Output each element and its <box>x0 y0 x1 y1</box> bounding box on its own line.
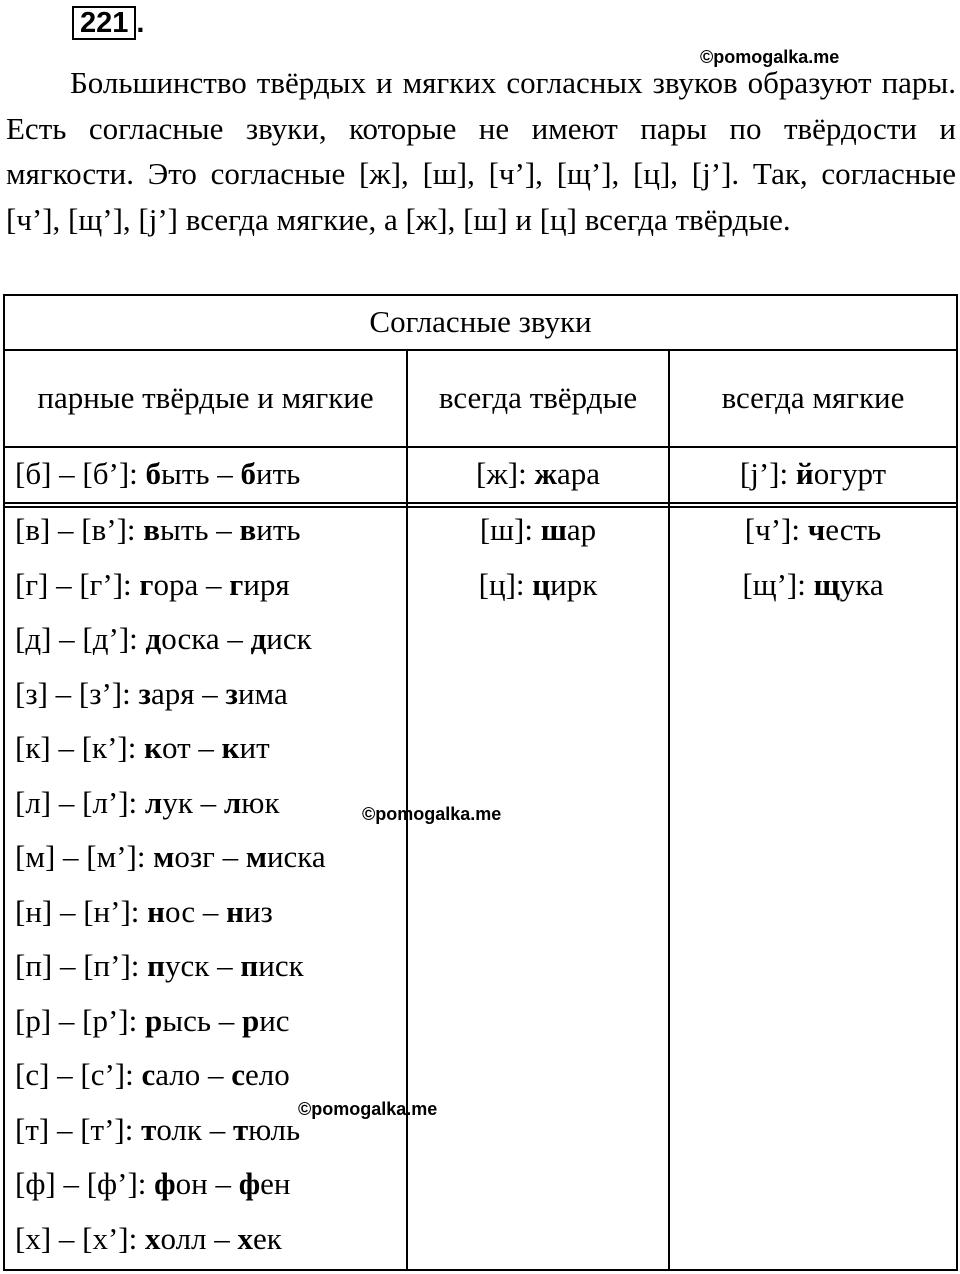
bold-letter: б <box>145 456 162 491</box>
word-rest: оска <box>161 621 220 656</box>
intro-paragraph <box>6 60 956 242</box>
bold-letter: з <box>138 676 151 711</box>
paired-row <box>15 1003 290 1039</box>
bold-letter: н <box>147 894 166 929</box>
bold-letter: л <box>223 785 242 820</box>
sound-pair: [с] – [с’]: <box>15 1057 142 1092</box>
word-rest: иря <box>243 567 290 602</box>
sound-pair: [п] – [п’]: <box>15 948 148 983</box>
dash: – <box>214 839 246 874</box>
table-border <box>3 1269 958 1271</box>
word-rest: ысь <box>162 1003 211 1038</box>
bold-letter: п <box>147 948 166 983</box>
dash: – <box>210 1003 242 1038</box>
bold-letter: х <box>144 1221 161 1256</box>
word-rest: ить <box>256 456 301 491</box>
paired-row <box>15 676 288 712</box>
dash: – <box>200 1057 232 1092</box>
bold-letter: р <box>144 1003 163 1038</box>
table-border <box>3 446 958 448</box>
header-paired: парные твёрдые и мягкие <box>37 380 374 415</box>
bold-letter: з <box>225 676 238 711</box>
word-rest: ыть <box>161 456 210 491</box>
bold-letter: к <box>221 730 240 765</box>
bold-letter: д <box>250 621 267 656</box>
sound-pair: [б] – [б’]: <box>15 456 146 491</box>
bold-letter: т <box>232 1112 249 1147</box>
sound: [ж]: <box>476 456 535 491</box>
sound-pair: [в] – [в’]: <box>15 512 144 547</box>
paired-row <box>15 785 280 821</box>
bold-letter: с <box>231 1057 246 1092</box>
always-soft-row <box>670 456 956 492</box>
intro-text: Большинство твёрдых и мягких согласных звуков образуют пары. Есть согласные звуки, которые не имеют пары по твёрдости и мягкости. Это согласные [ж], [ш], [ч’], [щ’], [ц], [j’]. Так, согласные [ч’], [щ’], [j’] всегда мягкие, а [ж], [ш] и [ц] всегда твёрдые. <box>6 65 956 237</box>
bold-letter: ф <box>154 1166 176 1201</box>
word-rest: юль <box>248 1112 301 1147</box>
word-rest: от <box>161 730 191 765</box>
sound-pair: [р] – [р’]: <box>15 1003 145 1038</box>
word-rest: олк <box>156 1112 202 1147</box>
table-border <box>3 506 958 508</box>
paired-row <box>15 894 273 930</box>
paired-row <box>15 512 301 548</box>
sound-pair: [з] – [з’]: <box>15 676 139 711</box>
bold-letter: ц <box>532 567 551 602</box>
consonants-table <box>3 294 958 1271</box>
watermark: ©pomogalka.me <box>298 1099 438 1119</box>
dash: – <box>206 1221 238 1256</box>
dash: – <box>198 567 230 602</box>
exercise-number: 221 . <box>72 6 144 40</box>
sound-pair: [н] – [н’]: <box>15 894 148 929</box>
word-rest: иск <box>266 621 312 656</box>
sound: [щ’]: <box>742 567 814 602</box>
bold-letter: д <box>145 621 162 656</box>
word-rest: ис <box>259 1003 290 1038</box>
bold-letter: п <box>240 948 259 983</box>
sound: [j’]: <box>739 456 796 491</box>
paired-row <box>15 1057 290 1093</box>
paired-row <box>15 1166 291 1202</box>
sound: [ш]: <box>479 512 541 547</box>
dash: – <box>219 621 251 656</box>
word-rest: ора <box>153 567 199 602</box>
paired-row <box>15 567 290 603</box>
bold-letter: б <box>240 456 257 491</box>
paired-row <box>15 839 326 875</box>
header-always-soft: всегда мягкие <box>721 380 905 415</box>
word-rest: има <box>237 676 288 711</box>
paired-row <box>15 730 270 766</box>
word-rest: ало <box>155 1057 201 1092</box>
watermark: ©pomogalka.me <box>700 47 840 67</box>
bold-letter: с <box>141 1057 156 1092</box>
table-title: Согласные звуки <box>369 304 592 339</box>
word-rest: ит <box>239 730 270 765</box>
word-rest: ара <box>556 456 600 491</box>
bold-letter: м <box>245 839 267 874</box>
sound-pair: [г] – [г’]: <box>15 567 140 602</box>
word-rest: ука <box>839 567 884 602</box>
sound-pair: [м] – [м’]: <box>15 839 154 874</box>
always-soft-row <box>670 512 956 548</box>
word-rest: ить <box>256 512 301 547</box>
bold-letter: в <box>143 512 161 547</box>
bold-letter: й <box>795 456 814 491</box>
sound: [ч’]: <box>744 512 808 547</box>
always-hard-row <box>408 456 668 492</box>
bold-letter: к <box>144 730 162 765</box>
header-always-hard: всегда твёрдые <box>438 380 638 415</box>
table-border <box>3 502 958 504</box>
bold-letter: в <box>239 512 257 547</box>
word-rest: ар <box>566 512 597 547</box>
dash: – <box>209 456 241 491</box>
bold-letter: г <box>139 567 154 602</box>
paired-row <box>15 1112 300 1148</box>
dash: – <box>195 894 227 929</box>
always-hard-row <box>408 512 668 548</box>
word-rest: ек <box>253 1221 282 1256</box>
sound-pair: [х] – [х’]: <box>15 1221 145 1256</box>
sound-pair: [л] – [л’]: <box>15 785 145 820</box>
word-rest: иск <box>258 948 304 983</box>
dash: – <box>190 730 222 765</box>
bold-letter: ч <box>807 512 826 547</box>
word-rest: ело <box>245 1057 290 1092</box>
bold-letter: т <box>141 1112 157 1147</box>
bold-letter: ж <box>534 456 557 491</box>
paired-row <box>15 1221 282 1257</box>
sound-pair: [д] – [д’]: <box>15 621 146 656</box>
table-border <box>956 294 958 1271</box>
word-rest: уск <box>165 948 210 983</box>
bold-letter: щ <box>813 567 840 602</box>
bold-letter: н <box>226 894 244 929</box>
bold-letter: л <box>144 785 163 820</box>
word-rest: аря <box>150 676 195 711</box>
bold-letter: х <box>237 1221 254 1256</box>
word-rest: он <box>175 1166 208 1201</box>
dash: – <box>207 1166 239 1201</box>
bold-letter: р <box>241 1003 260 1038</box>
word-rest: ук <box>162 785 193 820</box>
always-soft-row <box>670 567 956 603</box>
dash: – <box>194 676 226 711</box>
word-rest: из <box>243 894 273 929</box>
word-rest: озг <box>174 839 215 874</box>
word-rest: олл <box>160 1221 207 1256</box>
always-hard-row <box>408 567 668 603</box>
bold-letter: ф <box>238 1166 261 1201</box>
bold-letter: г <box>229 567 244 602</box>
bold-letter: ш <box>540 512 567 547</box>
dash: – <box>209 948 241 983</box>
word-rest: ирк <box>550 567 598 602</box>
sound: [ц]: <box>478 567 533 602</box>
word-rest: огурт <box>813 456 887 491</box>
paired-row <box>15 456 300 492</box>
word-rest: ыть <box>160 512 209 547</box>
paired-row <box>15 621 312 657</box>
paired-row <box>15 948 304 984</box>
word-rest: есть <box>825 512 882 547</box>
watermark: ©pomogalka.me <box>362 804 502 824</box>
sound-pair: [к] – [к’]: <box>15 730 145 765</box>
word-rest: ос <box>165 894 196 929</box>
dash: – <box>201 1112 233 1147</box>
dash: – <box>192 785 224 820</box>
word-rest: иска <box>266 839 326 874</box>
bold-letter: м <box>153 839 175 874</box>
sound-pair: [т] – [т’]: <box>15 1112 142 1147</box>
dash: – <box>208 512 240 547</box>
exercise-number-box: 221 <box>72 6 136 40</box>
word-rest: юк <box>241 785 280 820</box>
word-rest: ен <box>260 1166 291 1201</box>
sound-pair: [ф] – [ф’]: <box>15 1166 155 1201</box>
